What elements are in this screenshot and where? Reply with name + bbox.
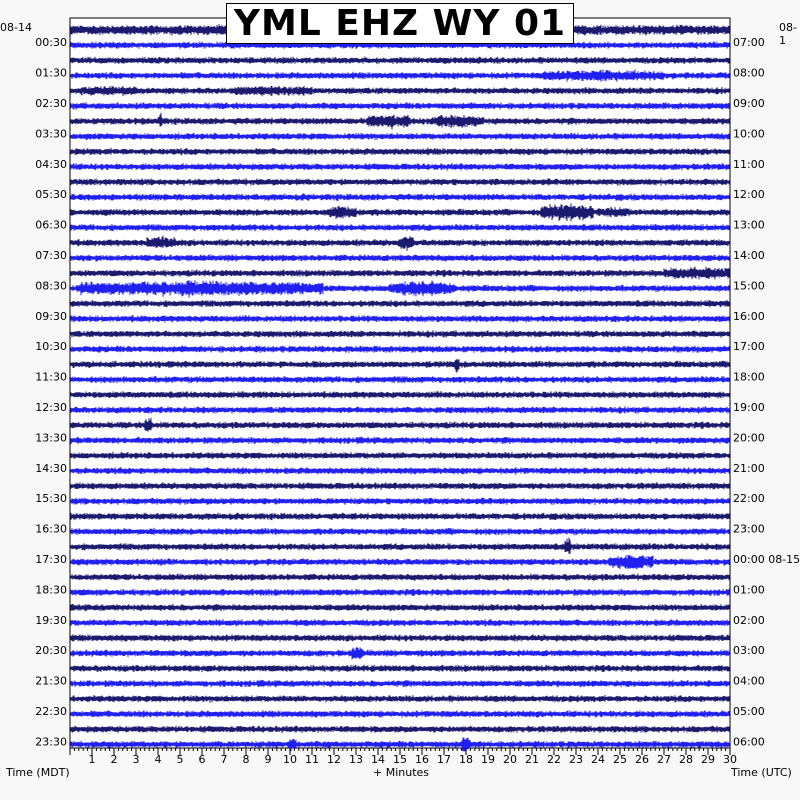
right-tick-label: 01:00 — [733, 583, 765, 597]
x-tick-label: 13 — [349, 753, 363, 766]
right-axis-title: Time (UTC) — [731, 766, 792, 779]
x-tick-label: 27 — [657, 753, 671, 766]
right-tick-label: 13:00 — [733, 218, 765, 232]
x-axis-title: + Minutes — [373, 766, 430, 779]
left-tick-label: 11:30 — [35, 370, 67, 384]
x-tick-label: 18 — [459, 753, 473, 766]
left-tick-label: 19:30 — [35, 613, 67, 627]
left-tick-label: 03:30 — [35, 127, 67, 141]
x-tick-label: 26 — [635, 753, 649, 766]
left-tick-label: 05:30 — [35, 188, 67, 202]
right-tick-label: 22:00 — [733, 492, 765, 506]
x-tick-label: 19 — [481, 753, 495, 766]
right-tick-label: 10:00 — [733, 127, 765, 141]
right-tick-label: 08:00 — [733, 66, 765, 80]
left-tick-label: 16:30 — [35, 522, 67, 536]
right-tick-label: 04:00 — [733, 674, 765, 688]
right-tick-label: 06:00 — [733, 735, 765, 749]
x-tick-label: 9 — [264, 753, 272, 766]
right-tick-label: 00:00 08-15 — [733, 553, 800, 566]
left-tick-label: 10:30 — [35, 340, 67, 354]
x-tick-label: 10 — [283, 753, 297, 766]
right-tick-label: 03:00 — [733, 644, 765, 658]
left-tick-label: 06:30 — [35, 218, 67, 232]
x-tick-label: 6 — [198, 753, 206, 766]
x-tick-label: 14 — [371, 753, 385, 766]
left-tick-label: 21:30 — [35, 674, 67, 688]
left-tick-label: 12:30 — [35, 401, 67, 414]
left-tick-label: 17:30 — [35, 553, 67, 566]
left-tick-label: 18:30 — [35, 583, 67, 597]
x-tick-label: 20 — [503, 753, 517, 766]
right-tick-label: 15:00 — [733, 279, 765, 293]
left-tick-label: 13:30 — [35, 431, 67, 445]
right-tick-label: 20:00 — [733, 431, 765, 445]
x-tick-label: 24 — [591, 753, 605, 766]
right-tick-label: 14:00 — [733, 249, 765, 262]
right-tick-label: 16:00 — [733, 309, 765, 323]
right-tick-label: 21:00 — [733, 461, 765, 475]
left-tick-label: 08:30 — [35, 279, 67, 293]
right-date-label: 08-1 — [779, 21, 797, 47]
left-tick-label: 14:30 — [35, 461, 67, 475]
right-tick-label: 05:00 — [733, 705, 765, 718]
x-tick-label: 2 — [110, 753, 118, 766]
x-tick-label: 23 — [569, 753, 583, 766]
x-tick-label: 25 — [613, 753, 627, 766]
left-tick-label: 02:30 — [35, 97, 67, 110]
left-tick-label: 23:30 — [35, 735, 67, 749]
right-tick-label: 12:00 — [733, 188, 765, 202]
right-tick-label: 09:00 — [733, 97, 765, 110]
left-tick-label: 04:30 — [35, 157, 67, 171]
right-tick-label: 11:00 — [733, 157, 765, 171]
chart-title: YML EHZ WY 01 — [226, 3, 574, 44]
x-tick-label: 17 — [437, 753, 451, 766]
x-tick-label: 3 — [132, 753, 140, 766]
right-tick-label: 19:00 — [733, 401, 765, 414]
right-tick-label: 17:00 — [733, 340, 765, 354]
x-tick-label: 16 — [415, 753, 429, 766]
x-tick-label: 11 — [305, 753, 319, 766]
left-tick-label: 00:30 — [35, 36, 67, 50]
right-tick-label: 07:00 — [733, 36, 765, 50]
left-tick-label: 20:30 — [35, 644, 67, 658]
x-tick-label: 15 — [393, 753, 407, 766]
x-tick-label: 8 — [242, 753, 250, 766]
left-tick-label: 09:30 — [35, 309, 67, 323]
left-tick-label: 01:30 — [35, 66, 67, 80]
right-tick-label: 02:00 — [733, 613, 765, 627]
right-tick-label: 23:00 — [733, 522, 765, 536]
x-tick-label: 5 — [176, 753, 184, 766]
x-tick-label: 22 — [547, 753, 561, 766]
left-tick-label: 22:30 — [35, 705, 67, 718]
x-tick-label: 4 — [154, 753, 162, 766]
x-tick-label: 12 — [327, 753, 341, 766]
x-tick-label: 7 — [220, 753, 228, 766]
x-tick-label: 29 — [701, 753, 715, 766]
left-tick-label: 07:30 — [35, 249, 67, 262]
x-tick-label: 28 — [679, 753, 693, 766]
right-tick-label: 18:00 — [733, 370, 765, 384]
x-tick-label: 30 — [723, 753, 737, 766]
x-tick-label: 21 — [525, 753, 539, 766]
left-axis-title: Time (MDT) — [6, 766, 70, 779]
left-tick-label: 15:30 — [35, 492, 67, 506]
x-tick-label: 1 — [88, 753, 96, 766]
left-date-label: 08-14 — [0, 21, 32, 34]
